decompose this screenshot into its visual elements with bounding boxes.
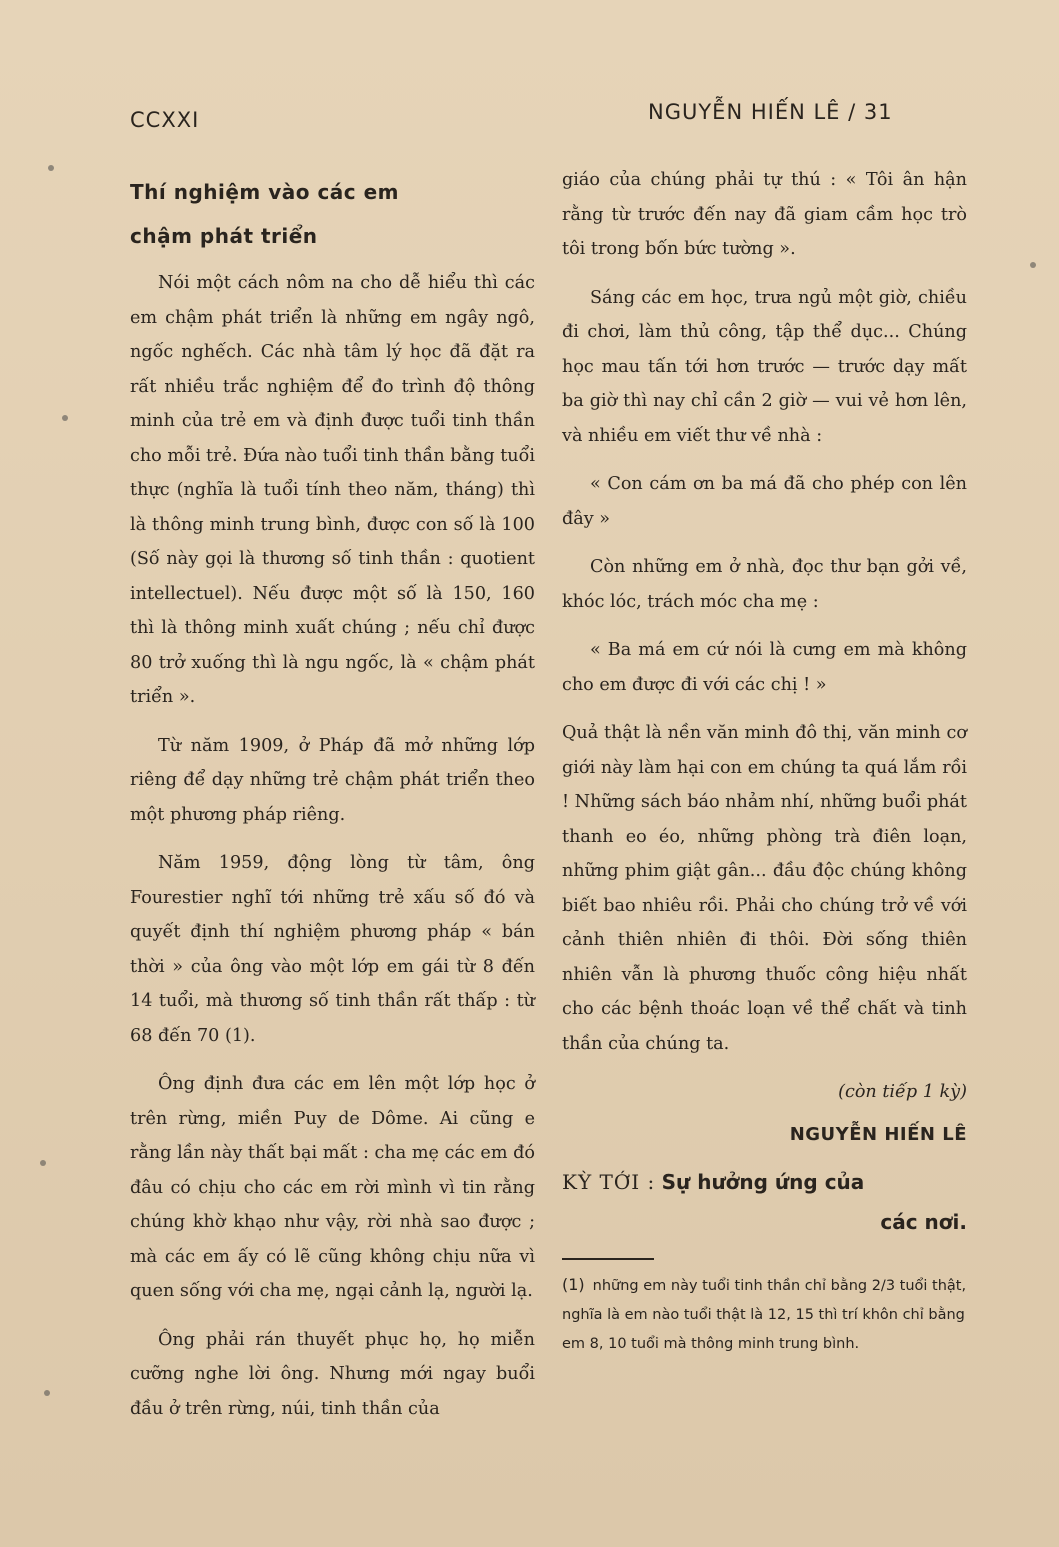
- paragraph: Quả thật là nền văn minh đô thị, văn minh cơ giới này làm hại con em chúng ta quá lắm rồi ! Những sách báo nhảm nhí, những buổi phát thanh eo éo, những phòng trà điên loạn, những phim giật gân... đầu độc chúng không biết bao nhiêu rồi. Phải cho chúng trở về với cảnh thiên nhiên đi thôi. Đời sống thiên nhiên vẫn là phương thuốc công hiệu nhất cho các bệnh thoác loạn về thể chất và tinh thần của chúng ta.: [562, 723, 967, 1054]
- paper-speck: [1030, 262, 1036, 268]
- article-title: [130, 170, 535, 258]
- paragraph: Nói một cách nôm na cho dễ hiểu thì các em chậm phát triển là những em ngây ngô, ngốc nghếch. Các nhà tâm lý học đã đặt ra rất nhiều trắc nghiệm để đo trình độ thông minh của trẻ em và định được tuổi tinh thần cho mỗi trẻ. Đứa nào tuổi tinh thần bằng tuổi thực (nghĩa là tuổi tính theo năm, tháng) thì là thông minh trung bình, được con số là 100 (Số này gọi là thương số tinh thần : quotient intellectuel). Nếu được một số là 150, 160 thì là thông minh xuất chúng ; nếu chỉ được 80 trở xuống thì là ngu ngốc, là « chậm phát triển ».: [130, 273, 535, 707]
- running-header: NGUYỄN HIẾN LÊ / 31: [648, 100, 893, 124]
- paper-speck: [62, 415, 68, 421]
- continued-note: (còn tiếp 1 kỳ): [838, 1082, 967, 1102]
- article-title-line-1: Thí nghiệm vào các em: [130, 180, 400, 204]
- paragraph: Còn những em ở nhà, đọc thư bạn gởi về, khóc lóc, trách móc cha mẹ :: [562, 557, 967, 612]
- next-issue-title-continued: các nơi.: [880, 1210, 967, 1234]
- article-title-line-2: chậm phát triển: [130, 224, 318, 248]
- paragraph: Ông định đưa các em lên một lớp học ở trên rừng, miền Puy de Dôme. Ai cũng e rằng lần này thất bại mất : cha mẹ các em đó đâu có chịu cho các em rời mình vì tin rằng chúng khờ khạo như vậy, rời nhà sao được ; mà các em ấy có lẽ cũng không chịu nữa vì quen sống với cha mẹ, ngại cảnh lạ, người lạ.: [130, 1074, 535, 1301]
- next-issue: [562, 1162, 967, 1202]
- quote: « Con cám ơn ba má đã cho phép con lên đây »: [562, 474, 967, 529]
- paragraph: Từ năm 1909, ở Pháp đã mở những lớp riêng để dạy những trẻ chậm phát triển theo một phương pháp riêng.: [130, 735, 535, 825]
- paragraph: Năm 1959, động lòng từ tâm, ông Fourestier nghĩ tới những trẻ xấu số đó và quyết định thí nghiệm phương pháp « bán thời » của ông vào một lớp em gái từ 8 đến 14 tuổi, mà thương số tinh thần rất thấp : từ 68 đến 70 (1).: [130, 853, 535, 1046]
- paper-speck: [48, 165, 54, 171]
- footnote-text: những em này tuổi tinh thần chỉ bằng 2/3 tuổi thật, nghĩa là em nào tuổi thật là 12, 15 thì trí khôn chỉ bằng em 8, 10 tuổi mà thông minh trung bình.: [562, 1278, 967, 1352]
- paper-speck: [40, 1160, 46, 1166]
- paragraph: giáo của chúng phải tự thú : « Tôi ân hận rằng từ trước đến nay đã giam cầm học trò tôi trong bốn bức tường ».: [562, 170, 967, 259]
- issue-number: CCXXI: [130, 108, 200, 132]
- footnote-mark: (1): [562, 1275, 585, 1294]
- footnote: [562, 1270, 967, 1359]
- quote: « Ba má em cứ nói là cưng em mà không cho em được đi với các chị ! »: [562, 640, 967, 695]
- left-column: [130, 170, 535, 1440]
- right-column: [562, 163, 967, 1359]
- paper-speck: [44, 1390, 50, 1396]
- footnote-divider: [562, 1258, 654, 1260]
- paragraph: Ông phải rán thuyết phục họ, họ miễn cưỡng nghe lời ông. Nhưng mới ngay buổi đầu ở trên rừng, núi, tinh thần của: [130, 1329, 535, 1419]
- next-issue-label: KỲ TỚI :: [562, 1170, 656, 1194]
- next-issue-title: Sự hưởng ứng của: [661, 1170, 865, 1194]
- paragraph: Sáng các em học, trưa ngủ một giờ, chiều đi chơi, làm thủ công, tập thể dục... Chúng học mau tấn tới hơn trước — trước dạy mất ba giờ thì nay chỉ cần 2 giờ — vui vẻ hơn lên, và nhiều em viết thư về nhà :: [562, 287, 967, 446]
- author-signature: NGUYỄN HIẾN LÊ: [789, 1123, 967, 1145]
